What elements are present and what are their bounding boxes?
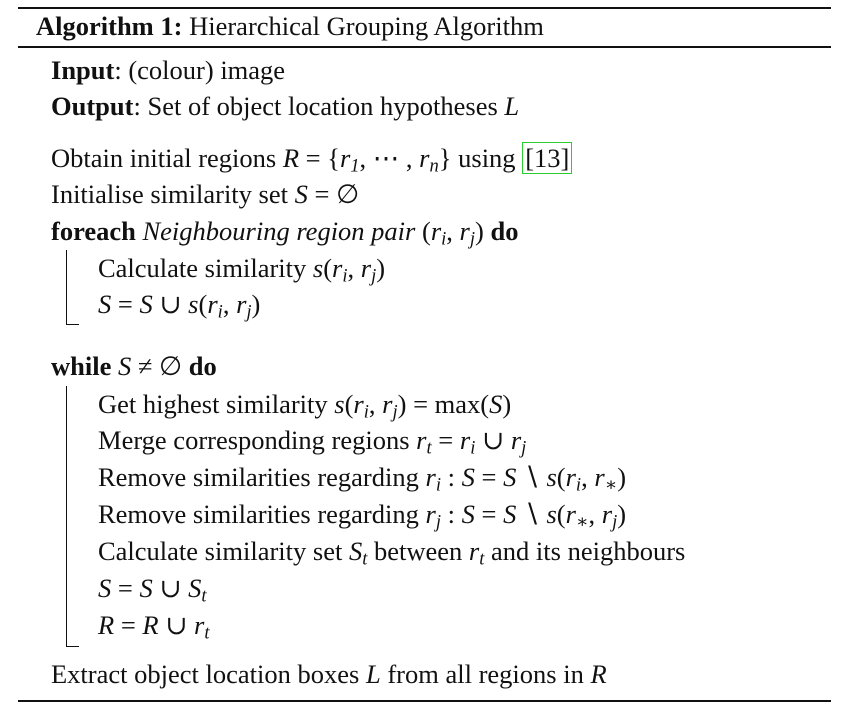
calc-math: $s(r_i$, $r_j$) — [312, 253, 386, 287]
union-st-math: S = S ∪ $S_t$ — [98, 573, 207, 607]
obtain-line — [51, 142, 572, 177]
remove-i-line — [98, 461, 627, 496]
while-math: S ≠ ∅ — [118, 351, 183, 381]
foreach-math: ($r_i$, $r_j$) — [421, 216, 484, 250]
obtain-using: using — [451, 143, 523, 173]
union-math: S = S ∪ $s(r_i$, $r_j$) — [98, 289, 261, 323]
get-math: $s(r_i$, $r_j) = \max(S)$ — [334, 389, 512, 423]
init-line — [51, 178, 359, 210]
between-text: between — [367, 536, 469, 566]
remove-j-line — [98, 498, 627, 533]
while-keyword: while — [51, 351, 112, 381]
while-do-keyword: do — [188, 351, 217, 381]
between-var: $r_t$ — [468, 536, 485, 570]
merge-line — [98, 424, 527, 459]
title-rule — [18, 46, 831, 48]
remove-i-text: Remove similarities regarding — [98, 462, 426, 492]
extract-var-r: R — [590, 659, 607, 689]
remove-j-math: $r_j$ : S = S ∖ $s(r_∗$, $r_j$) — [425, 499, 627, 533]
union-r-math: R = R ∪ $r_t$ — [98, 610, 210, 644]
output-label: Output — [51, 91, 134, 121]
calc-set-line — [98, 535, 686, 570]
remove-j-text: Remove similarities regarding — [98, 499, 426, 529]
obtain-text: Obtain initial regions — [51, 143, 283, 173]
foreach-keyword: foreach — [51, 216, 136, 246]
foreach-condition: Neighbouring region pair — [142, 216, 416, 246]
citation-link[interactable]: [13] — [522, 142, 572, 174]
foreach-line — [51, 215, 519, 250]
get-text: Get highest similarity — [98, 389, 335, 419]
calc-set-text: Calculate similarity set — [98, 536, 349, 566]
do-keyword: do — [490, 216, 519, 246]
while-line — [51, 350, 217, 382]
output-line — [51, 90, 519, 122]
bottom-rule — [18, 700, 831, 702]
obtain-math: $R = \{r_1$, ⋯ , $r_n$} — [282, 143, 452, 177]
union-line — [98, 288, 261, 323]
top-rule — [18, 7, 831, 9]
algorithm-name: Hierarchical Grouping Algorithm — [189, 11, 544, 41]
calc-line — [98, 252, 386, 287]
input-line — [51, 54, 285, 86]
extract-text: Extract object location boxes — [51, 659, 366, 689]
output-var: L — [504, 91, 520, 121]
algorithm-title — [36, 10, 544, 42]
remove-i-math: $r_i$ : S = S ∖ $s(r_i$, $r_∗$) — [425, 462, 627, 496]
merge-text: Merge corresponding regions — [98, 425, 417, 455]
algorithm-number: Algorithm 1: — [36, 11, 183, 41]
get-line — [98, 388, 512, 423]
output-text: : Set of object location hypotheses — [133, 91, 505, 121]
input-label: Input — [51, 55, 115, 85]
union-r-line — [98, 609, 210, 644]
while-block-bar — [66, 386, 79, 647]
union-st-line — [98, 572, 207, 607]
calc-set-var: $S_t$ — [348, 536, 368, 570]
neighbours-text: and its neighbours — [484, 536, 686, 566]
foreach-block-bar — [66, 250, 79, 325]
calc-text: Calculate similarity — [98, 253, 313, 283]
extract-line — [51, 658, 607, 690]
merge-math: $r_t = r_i$ ∪ $r_j$ — [416, 425, 527, 459]
from-text: from all regions in — [380, 659, 591, 689]
init-text: Initialise similarity set — [51, 179, 295, 209]
extract-var-l: L — [365, 659, 381, 689]
init-math: S = ∅ — [294, 179, 360, 209]
input-text: : (colour) image — [114, 55, 286, 85]
